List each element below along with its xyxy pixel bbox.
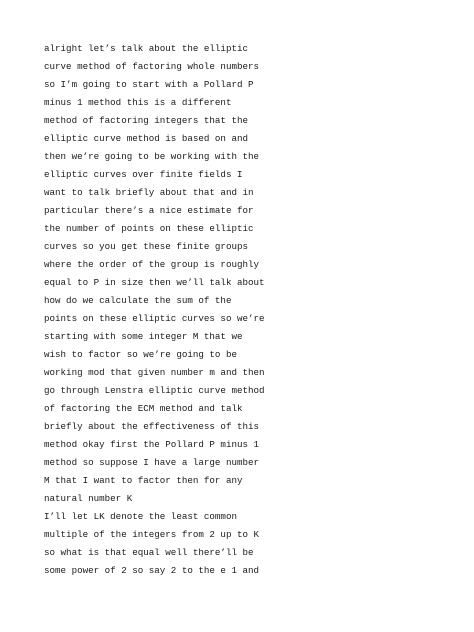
text-line: so I’m going to start with a Pollard P bbox=[44, 79, 254, 90]
text-line: elliptic curves over finite fields I bbox=[44, 169, 243, 180]
text-line: elliptic curve method is based on and bbox=[44, 133, 248, 144]
text-line: some power of 2 so say 2 to the e 1 and bbox=[44, 565, 260, 576]
text-line: briefly about the effectiveness of this bbox=[44, 421, 260, 432]
text-line: particular there’s a nice estimate for bbox=[44, 205, 254, 216]
transcript-text bbox=[44, 40, 454, 580]
text-line: of factoring the ECM method and talk bbox=[44, 403, 243, 414]
text-line: natural number K bbox=[44, 493, 133, 504]
text-line: then we’re going to be working with the bbox=[44, 151, 260, 162]
text-line: minus 1 method this is a different bbox=[44, 97, 232, 108]
text-line: so what is that equal well there’ll be bbox=[44, 547, 254, 558]
text-line: wish to factor so we’re going to be bbox=[44, 349, 237, 360]
text-line: curve method of factoring whole numbers bbox=[44, 61, 260, 72]
text-line: want to talk briefly about that and in bbox=[44, 187, 254, 198]
text-line: where the order of the group is roughly bbox=[44, 259, 260, 270]
text-line: go through Lenstra elliptic curve method bbox=[44, 385, 265, 396]
text-line: how do we calculate the sum of the bbox=[44, 295, 232, 306]
text-line: curves so you get these finite groups bbox=[44, 241, 248, 252]
text-line: the number of points on these elliptic bbox=[44, 223, 254, 234]
text-line: points on these elliptic curves so we’re bbox=[44, 313, 265, 324]
text-line: working mod that given number m and then bbox=[44, 367, 265, 378]
text-line: I’ll let LK denote the least common bbox=[44, 511, 237, 522]
text-line: alright let’s talk about the elliptic bbox=[44, 43, 248, 54]
text-line: method so suppose I have a large number bbox=[44, 457, 260, 468]
text-line: method of factoring integers that the bbox=[44, 115, 248, 126]
text-line: starting with some integer M that we bbox=[44, 331, 243, 342]
text-line: multiple of the integers from 2 up to K bbox=[44, 529, 260, 540]
text-line: method okay first the Pollard P minus 1 bbox=[44, 439, 260, 450]
text-line: M that I want to factor then for any bbox=[44, 475, 243, 486]
text-line: equal to P in size then we’ll talk about bbox=[44, 277, 265, 288]
